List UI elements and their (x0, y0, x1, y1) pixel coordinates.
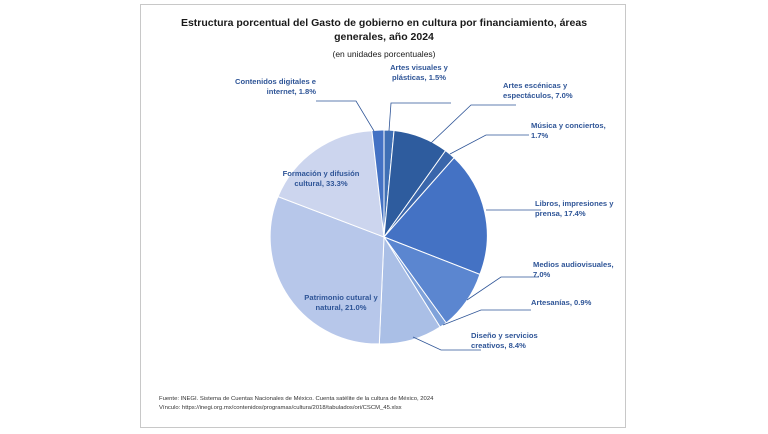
pie-chart (141, 5, 627, 429)
leader-artes-escenicas (431, 105, 516, 143)
pie-label-artes-escenicas-y-espectaculos: Artes escénicas y espectáculos, 7.0% (503, 81, 573, 100)
page-title: Estructura porcentual del Gasto de gobierno en cultura por financiamiento, áreas generales, año 2024 (180, 17, 588, 43)
pie-label-medios-audiovisuales: Medios audiovisuales, 7.0% (533, 260, 614, 279)
pie-label-artesanias: Artesanías, 0.9% (531, 298, 592, 307)
pie-label-diseno-y-servicios-creativos: Diseño y servicios creativos, 8.4% (471, 331, 538, 350)
pie-label-artes-visuales-y-plasticas: Artes visuales y plásticas, 1.5% (390, 63, 448, 82)
chart-card (140, 4, 626, 428)
chart-subtitle: (en unidades porcentuales) (332, 49, 436, 59)
leader-musica (450, 135, 529, 154)
pie-label-libros-impresiones-y-prensa: Libros, impresiones y prensa, 17.4% (535, 199, 614, 218)
leader-contenidos (316, 101, 374, 131)
leader-artes-visuales (389, 103, 451, 131)
chart-footnote (159, 395, 611, 413)
pie-label-formacion-y-difusion-cultural: Formación y difusión cultural, 33.3% (282, 169, 360, 188)
pie-label-contenidos-digitales-e-internet: Contenidos digitales e internet, 1.8% (234, 77, 316, 96)
footnote-source: Fuente: INEGI. Sistema de Cuentas Nacionales de México. Cuenta satélite de la cultura de México, 2024 (159, 395, 434, 402)
footnote-link: Vínculo: https://inegi.org.mx/contenidos/programas/cultura/2018/tabulados/ori/CSCM_45.xlsx (159, 404, 402, 411)
pie-label-patrimonio-cutural-y-natural: Patrimonio cutural y natural, 21.0% (304, 293, 378, 312)
pie-label-musica-y-conciertos: Música y conciertos, 1.7% (531, 121, 606, 140)
